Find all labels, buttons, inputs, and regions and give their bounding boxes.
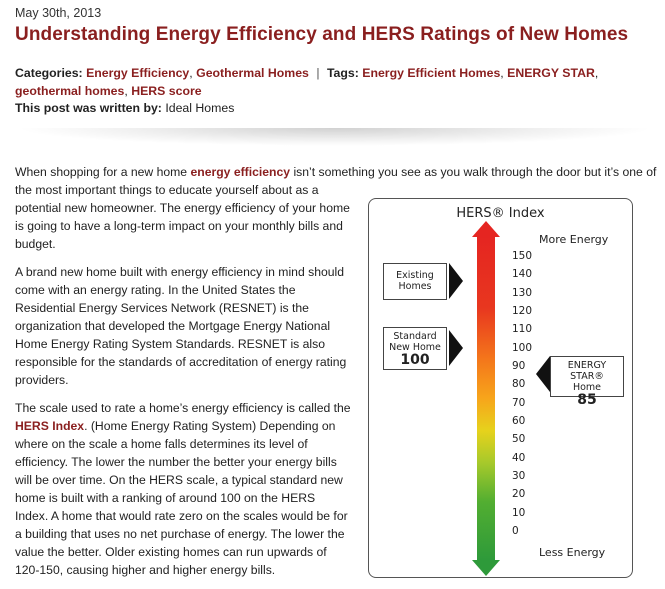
- meta-separator: |: [316, 66, 320, 80]
- energy-star-home-value: 85: [577, 392, 597, 408]
- article-body: [15, 181, 351, 589]
- tick-150: 150: [512, 250, 533, 262]
- tags-label: Tags:: [326, 66, 359, 80]
- more-energy-label: More Energy: [539, 233, 609, 246]
- standard-new-home-callout: [383, 327, 447, 370]
- paragraph-3: [15, 399, 351, 579]
- up-arrow-icon: [472, 221, 500, 237]
- paragraph-3-pre: The scale used to rate a home’s energy efficiency is called the: [15, 401, 351, 415]
- shadow-divider: [15, 128, 655, 146]
- tick-70: 70: [512, 396, 526, 409]
- tick-100: 100: [512, 341, 533, 354]
- existing-homes-callout: [383, 263, 447, 300]
- down-arrow-icon: [472, 560, 500, 576]
- standard-new-home-label: Standard New Home: [389, 331, 441, 353]
- tag-link-hers-score[interactable]: HERS score: [131, 83, 202, 98]
- energy-star-label: ENERGY STAR®: [567, 360, 607, 382]
- existing-homes-pointer-icon: [449, 263, 463, 299]
- tick-80: 80: [512, 378, 526, 390]
- energy-star-home-label: Home: [572, 382, 602, 393]
- author-label: This post was written by:: [15, 101, 162, 115]
- paragraph-1-rest: the most important things to educate yourself about as a potential new homeowner. The energy efficiency of your home is going to have a long-term impact on your monthly bills and budget.: [15, 183, 350, 251]
- tag-link-energy-efficient-homes[interactable]: Energy Efficient Homes: [362, 66, 501, 80]
- tick-110: 110: [512, 323, 533, 335]
- hers-index-chart: [368, 198, 633, 578]
- hers-chart-title: HERS® Index: [456, 206, 545, 221]
- author-name: Ideal Homes: [165, 101, 235, 115]
- tag-link-energy-star[interactable]: ENERGY STAR: [507, 66, 595, 80]
- hers-gradient-bar: [471, 221, 501, 576]
- energy-efficiency-link[interactable]: energy efficiency: [190, 165, 291, 179]
- tick-30: 30: [512, 470, 526, 482]
- tag-link-geothermal-homes[interactable]: geothermal homes: [15, 83, 125, 98]
- tick-50: 50: [512, 433, 526, 445]
- tick-60: 60: [512, 415, 526, 427]
- paragraph-2: A brand new home built with energy efficiency in mind should come with an energy rating. In the United States the Residential Energy Services Network (RESNET) is the organization that developed the Mortgage Energy National Home Energy Rating System Standards. RESNET is also responsible for the standards of accreditation of energy rating providers.: [15, 265, 347, 387]
- category-link-energy-efficiency[interactable]: Energy Efficiency: [86, 66, 190, 80]
- less-energy-label: Less Energy: [539, 546, 606, 559]
- energy-star-home-callout: [550, 356, 624, 408]
- existing-homes-label: Existing Homes: [396, 270, 434, 292]
- category-link-geothermal-homes[interactable]: Geothermal Homes: [196, 66, 309, 80]
- energy-star-pointer-icon: [536, 356, 550, 392]
- post-title[interactable]: Understanding Energy Efficiency and HERS Ratings of New Homes: [15, 24, 629, 45]
- intro-text-post: isn’t something you see as you walk through the door but it’s one of: [290, 165, 657, 179]
- energy-scale-bar: [477, 237, 495, 560]
- standard-new-home-pointer-icon: [449, 330, 463, 366]
- tick-10: 10: [512, 506, 526, 519]
- post-meta: Categories: Energy Efficiency, Geothermal Homes | Tags: Energy Efficient Homes, ENERGY STAR, geothermal homes, HERS score This post was written by: Ideal Homes: [15, 66, 599, 115]
- tick-90: 90: [512, 360, 526, 372]
- tick-20: 20: [512, 488, 526, 500]
- standard-new-home-value: 100: [400, 352, 430, 368]
- tick-130: 130: [512, 286, 533, 299]
- tick-120: 120: [512, 305, 533, 317]
- categories-label: Categories:: [15, 66, 83, 80]
- tick-40: 40: [512, 451, 526, 464]
- paragraph-3-post: . (Home Energy Rating System) Depending on where on the scale a home falls determines its level of efficiency. The lower the number the better your energy bills will be over time. On the HERS scale, a typical standard new home is built with a ranking of around 100 on the HERS Index. A home that would rate zero on the scales would be for a building that uses no net purchase of energy. The lower the value the better. Older existing homes can run upwards of 120-150, causing higher and higher energy bills.: [15, 419, 348, 577]
- tick-0: 0: [512, 525, 519, 537]
- intro-text-pre: When shopping for a new home: [15, 165, 191, 179]
- post-date: May 30th, 2013: [15, 6, 102, 20]
- intro-first-line: [15, 163, 656, 181]
- hers-index-link[interactable]: HERS Index: [15, 419, 85, 433]
- tick-140: 140: [512, 268, 533, 280]
